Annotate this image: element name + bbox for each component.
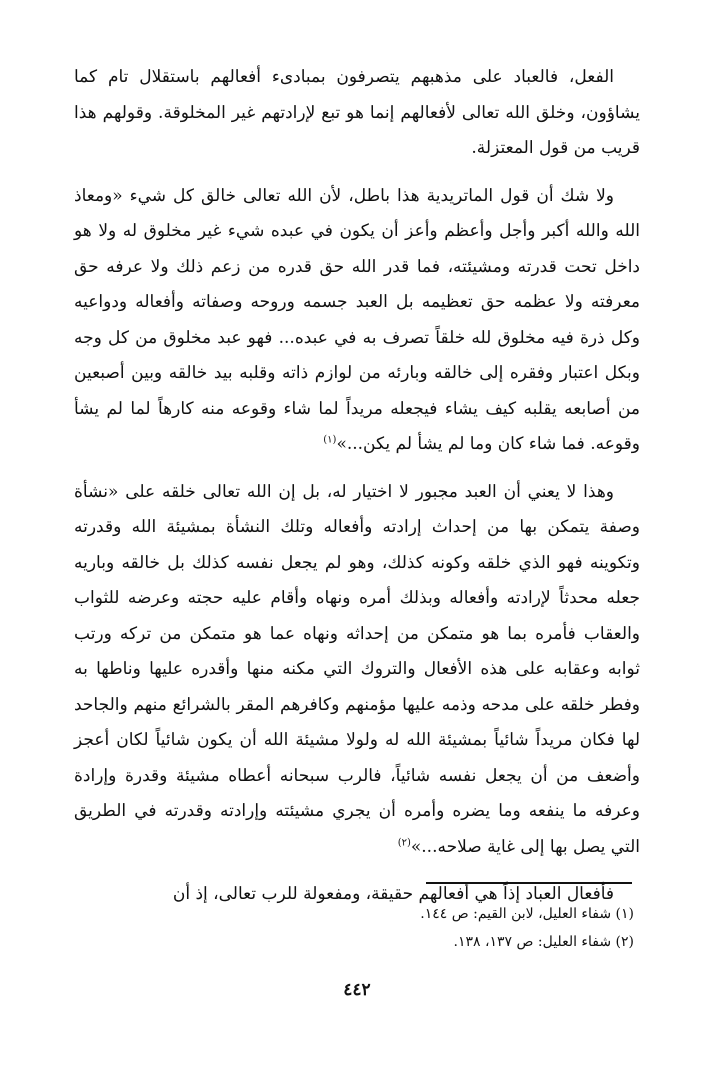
footnote-divider	[426, 882, 632, 884]
paragraph-text: ولا شك أن قول الماتريدية هذا باطل، لأن الله تعالى خالق كل شيء «ومعاذ الله والله أكبر وأجل وأعظم وأعز أن يكون في عبده شيء غير مخلوق له ولا هو داخل تحت قدرته ومشيئته، فما قدر الله حق قدره من زعم ذلك ولا عرفه حق معرفته ولا عظمه حق تعظيمه بل العبد جسمه وروحه وصفاته وأفعاله ودواعيه وكل ذرة فيه مخلوق لله خلقاً تصرف به في عبده... فهو عبد مخلوق من كل وجه وبكل اعتبار وفقره إلى خالقه وبارئه من لوازم ذاته وقلبه بيد خالقه وبين أصبعين من أصابعه يقلبه كيف يشاء فيجعله مريداً لما شاء وقوعه منه كارهاً لما لم يشأ وقوعه. فما شاء كان وما لم يشأ لم يكن...»	[74, 185, 640, 454]
paragraph-text: وهذا لا يعني أن العبد مجبور لا اختيار له، بل إن الله تعالى خلقه على «نشأة وصفة يتمكن بها من إحداث إرادته وأفعاله وتلك النشأة بمشيئة الله وقدرته وتكوينه فهو الذي خلقه وكونه كذلك، وهو لم يجعل نفسه كذلك بل خالقه وباريه جعله محدثاً لإرادته وأفعاله وبذلك أمره ونهاه وأقام عليه حجته وعرضه للثواب والعقاب فأمره بما هو متمكن من إحداثه ونهاه عما هو متمكن من تركه ورتب ثوابه وعقابه على هذه الأفعال والتروك التي مكنه منها وأقدره عليها وناطها به وفطر خلقه على مدحه وذمه عليها مؤمنهم وكافرهم المقر بالشرائع منهم والجاحد لها فكان مريداً شائياً بمشيئة الله له ولولا مشيئة الله أن يكون شائياً لكان أعجز وأضعف من أن يجعل نفسه شائياً، فالرب سبحانه أعطاه مشيئة وقدرة وإرادة وعرفه ما ينفعه وما يضره وأمره أن يجري مشيئته وإرادته وقدرته في الطريق التي يصل بها إلى غاية صلاحه...»	[74, 481, 640, 857]
footnote-2: (٢) شفاء العليل: ص ١٣٧، ١٣٨.	[453, 934, 634, 950]
footnote-ref-2: (٢)	[397, 836, 411, 848]
paragraph-text: فأفعال العباد إذاً هي أفعالهم حقيقة، ومفعولة للرب تعالى، إذ أن	[172, 884, 614, 904]
footnotes	[74, 900, 634, 956]
paragraph-2	[74, 179, 640, 463]
paragraph-text: الفعل، فالعباد على مذهبهم يتصرفون بمبادىء أفعالهم باستقلال تام كما يشاؤون، وخلق الله تعالى لأفعالهم إنما هو تبع لإرادتهم غير المخلوقة. وقولهم هذا قريب من قول المعتزلة.	[74, 67, 640, 158]
paragraph-3	[74, 475, 640, 866]
footnote-ref-1: (١)	[323, 434, 337, 446]
main-text	[74, 60, 640, 925]
page-number: ٤٤٢	[343, 980, 371, 1000]
paragraph-1	[74, 60, 640, 167]
footnote-1: (١) شفاء العليل، لابن القيم: ص ١٤٤.	[420, 906, 634, 922]
